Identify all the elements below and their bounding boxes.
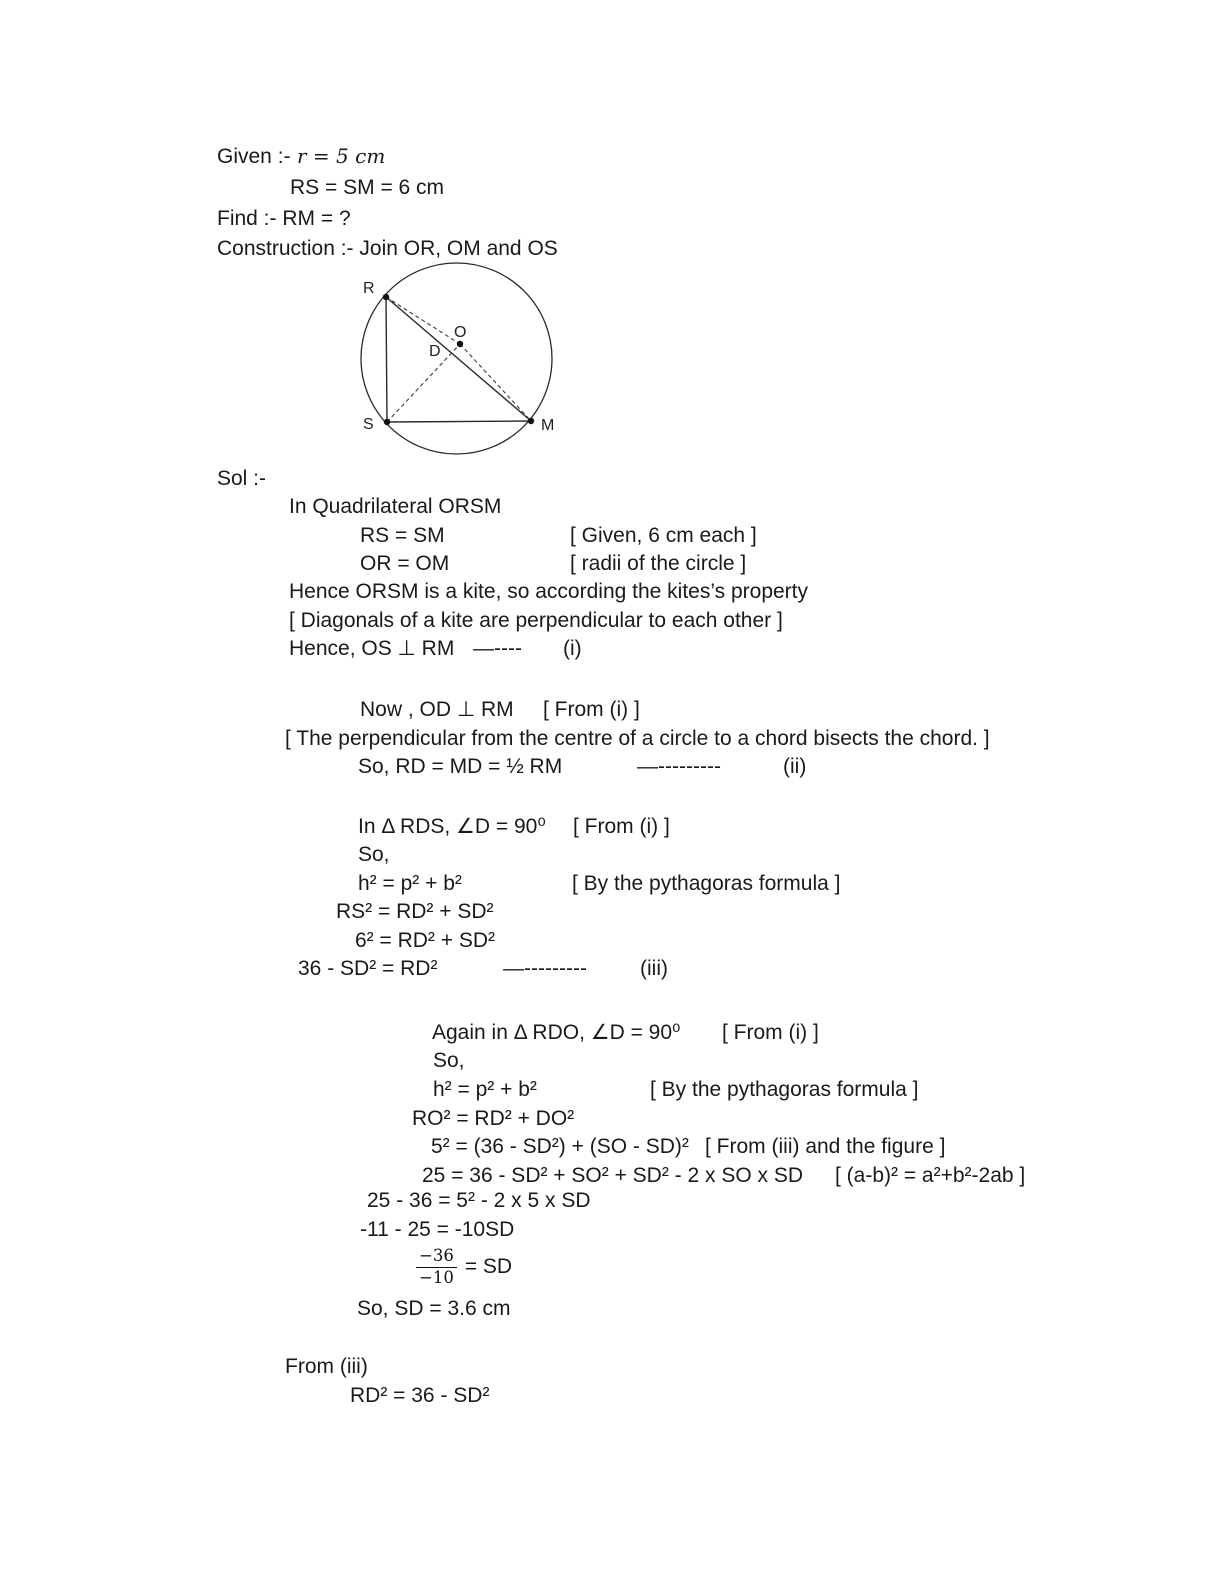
line-tri-rdo	[0, 1018, 1224, 1047]
point-R	[383, 294, 389, 300]
line-ro-squared	[0, 1104, 1224, 1133]
line-or-om	[0, 549, 1224, 578]
line-find-seg-0: Find :- RM = ?	[217, 207, 351, 230]
label-D: D	[429, 343, 441, 360]
line-so-1	[0, 840, 1224, 869]
line-given	[0, 142, 1224, 171]
line-or-om-seg-1: [ radii of the circle ]	[570, 552, 747, 575]
line-or-om-seg-0: OR = OM	[360, 552, 450, 575]
line-kite-property	[0, 606, 1224, 635]
fraction-rhs: = SD	[464, 1255, 513, 1279]
point-O	[457, 341, 463, 347]
line-so-2	[0, 1046, 1224, 1075]
line-given-seg-0: Given :-	[217, 145, 297, 168]
line-kite-property-seg-0: [ Diagonals of a kite are perpendicular to each other ]	[289, 609, 783, 632]
line-so-sd-seg-0: So, SD = 3.6 cm	[357, 1297, 511, 1320]
line-rs-sm-seg-1: [ Given, 6 cm each ]	[570, 524, 757, 547]
label-O: O	[454, 324, 467, 341]
line-tri-rds	[0, 812, 1224, 841]
line-eq-iii-seg-2: (iii)	[640, 957, 668, 980]
segment-SM	[387, 421, 531, 422]
fraction	[416, 1247, 457, 1288]
line-pythagoras-1-seg-0: h² = p² + b²	[358, 872, 462, 895]
line-eq-iii-seg-1: —---------	[503, 957, 587, 980]
line-simplify-1-seg-0: 25 - 36 = 5² - 2 x 5 x SD	[367, 1189, 591, 1212]
line-tri-rds-seg-0: In Δ RDS, ∠D = 90⁰	[358, 815, 546, 838]
line-pythagoras-1-seg-1: [ By the pythagoras formula ]	[572, 872, 841, 895]
line-od-perp-seg-1: [ From (i) ]	[543, 698, 640, 721]
line-pythagoras-2	[0, 1075, 1224, 1104]
line-kite	[0, 577, 1224, 606]
line-eq-iii	[0, 954, 1224, 983]
line-perp-chord-seg-0: [ The perpendicular from the centre of a circle to a chord bisects the chord. ]	[285, 727, 990, 750]
line-rs-squared-seg-0: RS² = RD² + SD²	[336, 900, 494, 923]
segment-RM	[386, 297, 531, 421]
line-eq-iii-seg-0: 36 - SD² = RD²	[298, 957, 438, 980]
line-eq-i-seg-1: —----	[473, 637, 522, 660]
line-sol-seg-0: Sol :-	[217, 467, 267, 490]
circle-figure	[350, 250, 565, 465]
line-given-seg-1: r = 5 cm	[297, 144, 386, 168]
line-eq-i-seg-0: Hence, OS ⊥ RM	[289, 637, 455, 660]
line-tri-rdo-seg-0: Again in Δ RDO, ∠D = 90⁰	[432, 1021, 681, 1044]
label-M: M	[541, 417, 555, 434]
line-eq-ii	[0, 752, 1224, 781]
line-pythagoras-2-seg-1: [ By the pythagoras formula ]	[650, 1078, 919, 1101]
line-six-squared-seg-0: 6² = RD² + SD²	[355, 929, 496, 952]
line-rd-squared-final	[0, 1381, 1224, 1410]
dashed-OR	[386, 297, 460, 344]
label-S: S	[363, 416, 374, 433]
line-rs-squared	[0, 897, 1224, 926]
label-R: R	[363, 280, 375, 297]
line-eq-i	[0, 634, 1224, 663]
line-so-sd	[0, 1294, 1224, 1323]
dashed-OS	[387, 344, 460, 422]
line-so-1-seg-0: So,	[358, 843, 390, 866]
line-simplify-2	[0, 1215, 1224, 1244]
line-eq-ii-seg-0: So, RD = MD = ½ RM	[358, 755, 563, 778]
segment-RS	[386, 297, 387, 422]
line-expand-seg-1: [ (a-b)² = a²+b²-2ab ]	[835, 1164, 1026, 1187]
line-given-2	[0, 173, 1224, 202]
line-from-iii	[0, 1352, 1224, 1381]
line-pythagoras-2-seg-0: h² = p² + b²	[433, 1078, 537, 1101]
line-rs-sm	[0, 521, 1224, 550]
line-eq-ii-seg-1: —---------	[637, 755, 721, 778]
fraction-numerator: −36	[416, 1247, 457, 1268]
line-simplify-1	[0, 1186, 1224, 1215]
line-construction	[0, 234, 1224, 263]
line-given-2-seg-0: RS = SM = 6 cm	[290, 176, 445, 199]
line-sol	[0, 464, 1224, 493]
point-S	[384, 419, 390, 425]
line-ro-squared-seg-0: RO² = RD² + DO²	[412, 1107, 575, 1130]
line-from-iii-seg-0: From (iii)	[285, 1355, 368, 1378]
line-od-perp-seg-0: Now , OD ⊥ RM	[360, 698, 514, 721]
line-five-squared	[0, 1132, 1224, 1161]
figure-circle	[361, 263, 555, 454]
line-pythagoras-1	[0, 869, 1224, 898]
line-quadrilateral	[0, 492, 1224, 521]
line-fraction	[416, 1247, 512, 1288]
line-so-2-seg-0: So,	[433, 1049, 465, 1072]
line-expand-seg-0: 25 = 36 - SD² + SO² + SD² - 2 x SO x SD	[422, 1164, 804, 1187]
line-tri-rdo-seg-1: [ From (i) ]	[722, 1021, 819, 1044]
line-six-squared	[0, 926, 1224, 955]
fraction-denominator: −10	[419, 1267, 454, 1287]
line-tri-rds-seg-1: [ From (i) ]	[573, 815, 670, 838]
line-find	[0, 204, 1224, 233]
line-od-perp	[0, 695, 1224, 724]
line-rs-sm-seg-0: RS = SM	[360, 524, 445, 547]
line-rd-squared-final-seg-0: RD² = 36 - SD²	[350, 1384, 490, 1407]
line-eq-ii-seg-2: (ii)	[783, 755, 807, 778]
dashed-OM	[460, 344, 531, 421]
line-quadrilateral-seg-0: In Quadrilateral ORSM	[289, 495, 502, 518]
line-five-squared-seg-0: 5² = (36 - SD²) + (SO - SD)²	[431, 1135, 689, 1158]
point-M	[528, 418, 534, 424]
line-five-squared-seg-1: [ From (iii) and the figure ]	[705, 1135, 946, 1158]
line-eq-i-seg-2: (i)	[563, 637, 582, 660]
line-construction-seg-0: Construction :- Join OR, OM and OS	[217, 237, 558, 260]
line-simplify-2-seg-0: -11 - 25 = -10SD	[360, 1218, 515, 1241]
line-perp-chord	[0, 724, 1224, 753]
line-kite-seg-0: Hence ORSM is a kite, so according the kites’s property	[289, 580, 809, 603]
